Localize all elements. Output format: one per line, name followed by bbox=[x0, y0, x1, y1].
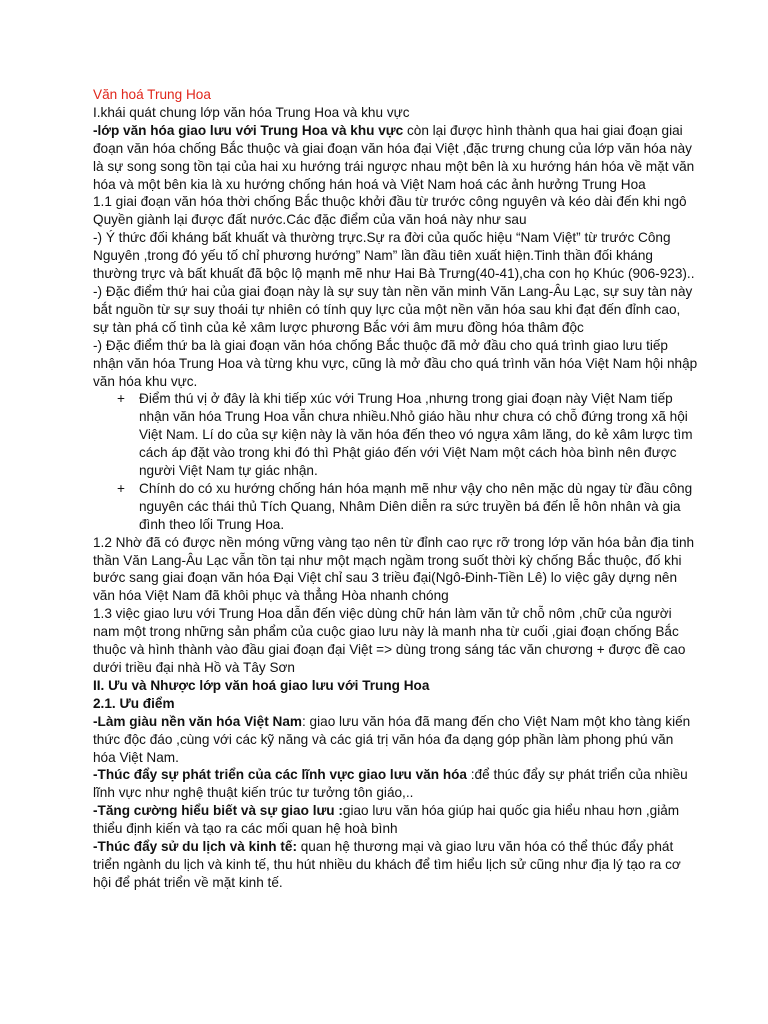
intro-bold: -lớp văn hóa giao lưu với Trung Hoa và khu vực bbox=[93, 122, 404, 138]
paragraph-1-1: 1.1 giai đoạn văn hóa thời chống Bắc thuộc khởi đầu từ trước công nguyên và kéo dài đến khi ngô Quyền giành lại được đất nước.Các đặc điểm của văn hoá này như sau bbox=[93, 194, 687, 228]
intro-paragraph bbox=[93, 122, 698, 194]
advantage-text: quan hệ thương mại và giao lưu văn hóa có thể thúc đẩy phát triển ngành du lịch và kinh tế, thu hút nhiều du khách để tìm hiểu lịch sử cũng như địa lý tạo ra cơ hội để phát triển về mặt kinh tế. bbox=[93, 839, 681, 890]
section-heading-2-text: II. Ưu và Nhược lớp văn hoá giao lưu với Trung Hoa bbox=[93, 677, 430, 693]
advantage-bold: -Thúc đẩy sử du lịch và kinh tế: bbox=[93, 839, 297, 855]
advantage-item bbox=[93, 766, 698, 802]
advantage-bold: -Làm giàu nền văn hóa Việt Nam bbox=[93, 713, 302, 729]
subsection-heading-2-1-text: 2.1. Ưu điểm bbox=[93, 695, 175, 711]
section-heading-2 bbox=[93, 677, 698, 695]
trait-1: -) Ý thức đối kháng bất khuất và thường trực.Sự ra đời của quốc hiệu “Nam Việt” từ trước Công Nguyên ,trong đó yếu tố chỉ phương hướng” Nam” lần đầu tiên xuất hiện.Tinh thần đối kháng thường trực và bất khuất đã bộc lộ mạnh mẽ như Hai Bà Trưng(40-41),cha con họ Khúc (906-923).. bbox=[93, 230, 695, 282]
advantage-text: : giao lưu văn hóa đã mang đến cho Việt Nam một kho tàng kiến thức độc đáo ,cùng với các kỹ năng và các giá trị văn hóa đa dạng góp phần làm phong phú văn hóa Việt Nam. bbox=[93, 713, 691, 765]
bullet-list bbox=[93, 390, 698, 533]
list-item bbox=[93, 390, 698, 480]
list-item bbox=[93, 480, 698, 534]
paragraph-1-3: 1.3 việc giao lưu với Trung Hoa dẫn đến việc dùng chữ hán làm văn tử chỗ nôm ,chữ của người nam một trong những sản phẩm của cuộc giao lưu này là manh nha từ cuối ,giai đoạn chống Bắc thuộc và hình thành vào đầu giai đoạn đại Việt => dùng trong sáng tác văn chương + được đề cao dưới triều đại nhà Hồ và Tây Sơn bbox=[93, 606, 686, 675]
bullet-text: Điểm thú vị ở đây là khi tiếp xúc với Trung Hoa ,nhưng trong giai đoạn này Việt Nam tiếp nhận văn hóa Trung Hoa vẫn chưa nhiều.Nhỏ giáo hầu như chưa có chỗ đứng trong xã hội Việt Nam. Lí do của sự kiện này là văn hóa đến theo vó ngựa xâm lăng, do kẻ xâm lược tìm cách áp đặt vào trong khi đó thì Phật giáo đến với Việt Nam một cách hòa bình nên được người Việt Nam tự giác nhận. bbox=[139, 391, 693, 479]
subsection-heading-2-1 bbox=[93, 695, 698, 713]
intro-text: còn lại được hình thành qua hai giai đoạn giai đoạn văn hóa chống Bắc thuộc và giai đoạn văn hóa đại Việt ,đặc trưng chung của lớp văn hóa này là sự song song tồn tại của hai xu hướng trái ngược nhau một bên là xu hướng hán hóa về mặt văn hóa và một bên kia là xu hướng chống hán hoá và Việt Nam hoá các ảnh hưởng Trung Hoa bbox=[93, 122, 695, 192]
advantage-bold: -Tăng cường hiểu biết và sự giao lưu : bbox=[93, 803, 343, 819]
advantage-text: :để thúc đẩy sự phát triển của nhiều lĩnh vực như nghệ thuật kiến trúc tư tưởng tôn giáo,.. bbox=[93, 767, 688, 801]
advantage-item bbox=[93, 713, 698, 767]
section-heading-1: I.khái quát chung lớp văn hóa Trung Hoa và khu vực bbox=[93, 104, 410, 120]
bullet-mark: + bbox=[117, 480, 125, 496]
advantage-text: giao lưu văn hóa giúp hai quốc gia hiểu nhau hơn ,giảm thiểu định kiến và tạo ra các mối quan hệ hoà bình bbox=[93, 803, 680, 837]
trait-3: -) Đặc điểm thứ ba là giai đoạn văn hóa chống Bắc thuộc đã mở đầu cho quá trình giao lưu tiếp nhận văn hóa Trung Hoa và từng khu vực, cũng là mở đầu cho quá trình văn hóa Việt Nam hội nhập văn hóa khu vực. bbox=[93, 337, 698, 389]
advantage-bold: -Thúc đẩy sự phát triển của các lĩnh vực giao lưu văn hóa bbox=[93, 767, 467, 783]
bullet-text: Chính do có xu hướng chống hán hóa mạnh mẽ như vậy cho nên mặc dù ngay từ đầu công nguyên các thái thủ Tích Quang, Nhâm Diên diễn ra sức truyền bá đến lễ hôn nhân và gia đình theo lối Trung Hoa. bbox=[139, 480, 693, 532]
advantage-item bbox=[93, 838, 698, 892]
trait-2: -) Đặc điểm thứ hai của giai đoạn này là sự suy tàn nền văn minh Văn Lang-Âu Lạc, sự suy tàn này bắt nguồn từ sự suy thoái tự nhiên có tính quy lực của một nền văn hóa sau khi đạt đến đỉnh cao, sự tàn phá cố tình của kẻ xâm lược phương Bắc với âm mưu đồng hóa thâm độc bbox=[93, 283, 693, 335]
bullet-mark: + bbox=[117, 391, 125, 407]
advantage-item bbox=[93, 802, 698, 838]
document-title: Văn hoá Trung Hoa bbox=[93, 87, 211, 102]
paragraph-1-2: 1.2 Nhờ đã có được nền móng vững vàng tạo nên từ đỉnh cao rực rỡ trong lớp văn hóa bản địa tinh thần Văn Lang-Âu Lạc vẫn tồn tại như một mạch ngầm trong suốt thời kỳ chống Bắc thuộc, đố khi bước sang giai đoạn văn hóa Đại Việt chỉ sau 3 triều đại(Ngô-Đinh-Tiền Lê) lo việc gây dựng nên văn hóa Việt Nam đã khôi phục và thẳng Hòa nhanh chóng bbox=[93, 534, 695, 604]
